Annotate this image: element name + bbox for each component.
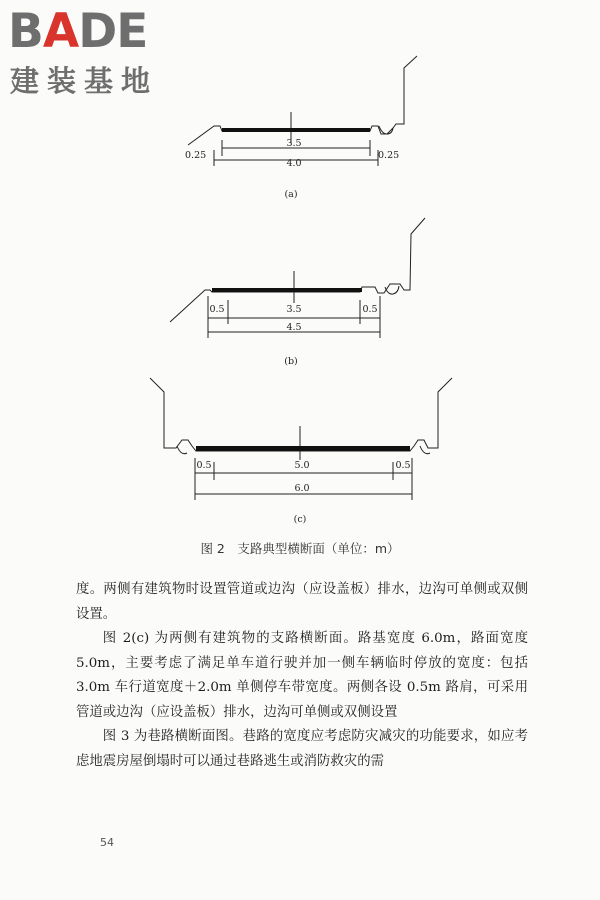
body-text — [76, 578, 528, 774]
dim-a-pavement: 3.5 — [286, 138, 302, 149]
page-number: 54 — [100, 836, 114, 849]
dim-b-total: 4.5 — [286, 322, 302, 333]
figure-b-label: (b) — [284, 356, 298, 367]
paragraph-1: 度。两侧有建筑物时设置管道或边沟（应设盖板）排水，边沟可单侧或双侧设置。 — [76, 582, 528, 622]
logo-wordmark: BADE — [8, 4, 148, 59]
dim-b-pavement: 3.5 — [286, 304, 302, 315]
logo-accent-letter: A — [42, 4, 79, 59]
figure-a-label: (a) — [284, 189, 298, 200]
pavement-a — [222, 128, 370, 132]
pavement-c — [196, 446, 410, 451]
logo-tagline: 建装基地 — [10, 64, 159, 98]
dim-a-right-shoulder: 0.25 — [378, 150, 400, 161]
figure-b — [170, 218, 425, 338]
dim-b-right-shoulder: 0.5 — [362, 304, 378, 315]
dim-a-total: 4.0 — [286, 158, 302, 169]
dim-c-right-shoulder: 0.5 — [395, 460, 411, 471]
paragraph-3: 图 3 为巷路横断面图。巷路的宽度应考虑防灾减灾的功能要求，如应考虑地震房屋倒塌时可以通过巷路逃生或消防救灾的需 — [76, 729, 528, 769]
dim-c-total: 6.0 — [294, 483, 310, 494]
paragraph-2: 图 2(c) 为两侧有建筑物的支路横断面。路基宽度 6.0m，路面宽度 5.0m，主要考虑了满足单车道行驶并加一侧车辆临时停放的宽度：包括 3.0m 车行道宽度＋2.0m 单侧停车带宽度。两侧各设 0.5m 路肩，可采用管道或边沟（应设盖板）排水，边沟可单侧或双侧设置 — [76, 631, 528, 720]
dim-b-left-shoulder: 0.5 — [209, 304, 225, 315]
figure-caption: 图 2 支路典型横断面（单位：m） — [200, 541, 400, 556]
pavement-b — [212, 288, 362, 292]
dim-a-left-shoulder: 0.25 — [185, 150, 207, 161]
dim-c-pavement: 5.0 — [294, 460, 310, 471]
figure-c-label: (c) — [293, 514, 307, 525]
figure-c — [150, 378, 452, 500]
dim-c-left-shoulder: 0.5 — [196, 460, 212, 471]
